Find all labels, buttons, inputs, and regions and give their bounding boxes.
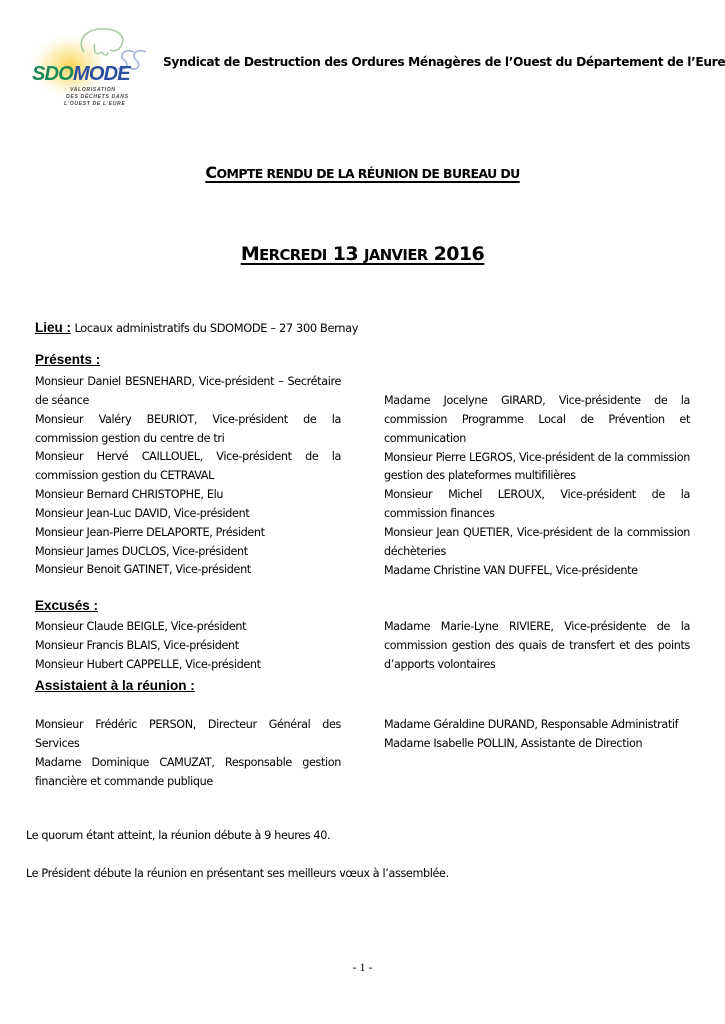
organization-name: Syndicat de Destruction des Ordures Ménagères de l’Ouest du Département de l’Eure bbox=[163, 55, 725, 69]
sdomode-logo bbox=[22, 22, 150, 114]
assistaient-list-left bbox=[35, 716, 341, 791]
staff-entry: Madame Dominique CAMUZAT, Responsable gestion financière et commande publique bbox=[35, 755, 341, 788]
page-number: - 1 - bbox=[352, 960, 373, 974]
president-paragraph: Le Président débute la réunion en présentant ses meilleurs vœux à l’assemblée. bbox=[26, 867, 449, 880]
attendee-entry: Monsieur Benoit GATINET, Vice-président bbox=[35, 563, 251, 577]
attendee-entry: Monsieur Pierre LEGROS, Vice-président de la commission gestion des plateformes multifilières bbox=[384, 450, 690, 483]
attendee-entry: Monsieur Michel LEROUX, Vice-président de la commission finances bbox=[384, 488, 690, 521]
presents-heading: Présents : bbox=[35, 352, 101, 367]
staff-entry: Madame Géraldine DURAND, Responsable Administratif bbox=[384, 718, 679, 731]
svg-text:DES DÉCHETS DANS: DES DÉCHETS DANS bbox=[66, 94, 129, 100]
logo-wordmark: SDOMODE bbox=[32, 63, 130, 85]
attendee-entry: Monsieur Bernard CHRISTOPHE, Elu bbox=[35, 488, 224, 502]
presents-list-right bbox=[384, 392, 690, 580]
attendee-entry: Monsieur Jean-Pierre DELAPORTE, Président bbox=[35, 525, 265, 539]
attendee-entry: Monsieur James DUCLOS, Vice-président bbox=[35, 544, 248, 558]
assistaient-heading: Assistaient à la réunion : bbox=[35, 678, 195, 693]
staff-entry: Madame Isabelle POLLIN, Assistante de Direction bbox=[384, 736, 643, 750]
svg-text:VALORISATION: VALORISATION bbox=[70, 87, 116, 93]
location-value: Locaux administratifs du SDOMODE – 27 300 Bernay bbox=[74, 321, 359, 335]
attendee-entry: Monsieur Jean QUETIER, Vice-président de la commission déchèteries bbox=[384, 525, 690, 558]
logo-graphic bbox=[22, 22, 150, 114]
attendee-entry: Madame Christine VAN DUFFEL, Vice-présidente bbox=[384, 563, 638, 577]
meeting-date-title: MERCREDI 13 JANVIER 2016 bbox=[240, 243, 485, 265]
svg-text:L'OUEST DE L'EURE: L'OUEST DE L'EURE bbox=[64, 101, 126, 107]
excused-entry: Monsieur Hubert CAPPELLE, Vice-président bbox=[35, 657, 261, 671]
excuses-heading: Excusés : bbox=[35, 598, 99, 613]
location-label: Lieu : bbox=[35, 320, 71, 335]
attendee-entry: Madame Jocelyne GIRARD, Vice-présidente de la commission Programme Local de Prévention et communication bbox=[384, 394, 690, 445]
quorum-paragraph: Le quorum étant atteint, la réunion débute à 9 heures 40. bbox=[26, 829, 331, 842]
staff-entry: Monsieur Frédéric PERSON, Directeur Général des Services bbox=[35, 718, 341, 750]
attendee-entry: Monsieur Jean-Luc DAVID, Vice-président bbox=[35, 506, 250, 520]
attendee-entry: Monsieur Hervé CAILLOUEL, Vice-président de la commission gestion du CETRAVAL bbox=[35, 450, 341, 483]
excused-entry: Monsieur Claude BEIGLE, Vice-président bbox=[35, 620, 247, 633]
attendee-entry: Monsieur Daniel BESNEHARD, Vice-président – Secrétaire de séance bbox=[35, 375, 341, 407]
excuses-list-right bbox=[384, 618, 690, 675]
assistaient-list-right bbox=[384, 716, 690, 754]
excused-entry: Monsieur Francis BLAIS, Vice-président bbox=[35, 638, 239, 652]
document-title: COMPTE RENDU DE LA RÉUNION DE BUREAU DU bbox=[205, 163, 520, 182]
excused-entry: Madame Marie-Lyne RIVIERE, Vice-présidente de la commission gestion des quais de transfert et des points d’apports volontaires bbox=[384, 620, 690, 671]
excuses-list-left bbox=[35, 618, 341, 675]
presents-list-left bbox=[35, 373, 341, 580]
attendee-entry: Monsieur Valéry BEURIOT, Vice-président de la commission gestion du centre de tri bbox=[35, 412, 341, 445]
meeting-location bbox=[35, 320, 358, 335]
